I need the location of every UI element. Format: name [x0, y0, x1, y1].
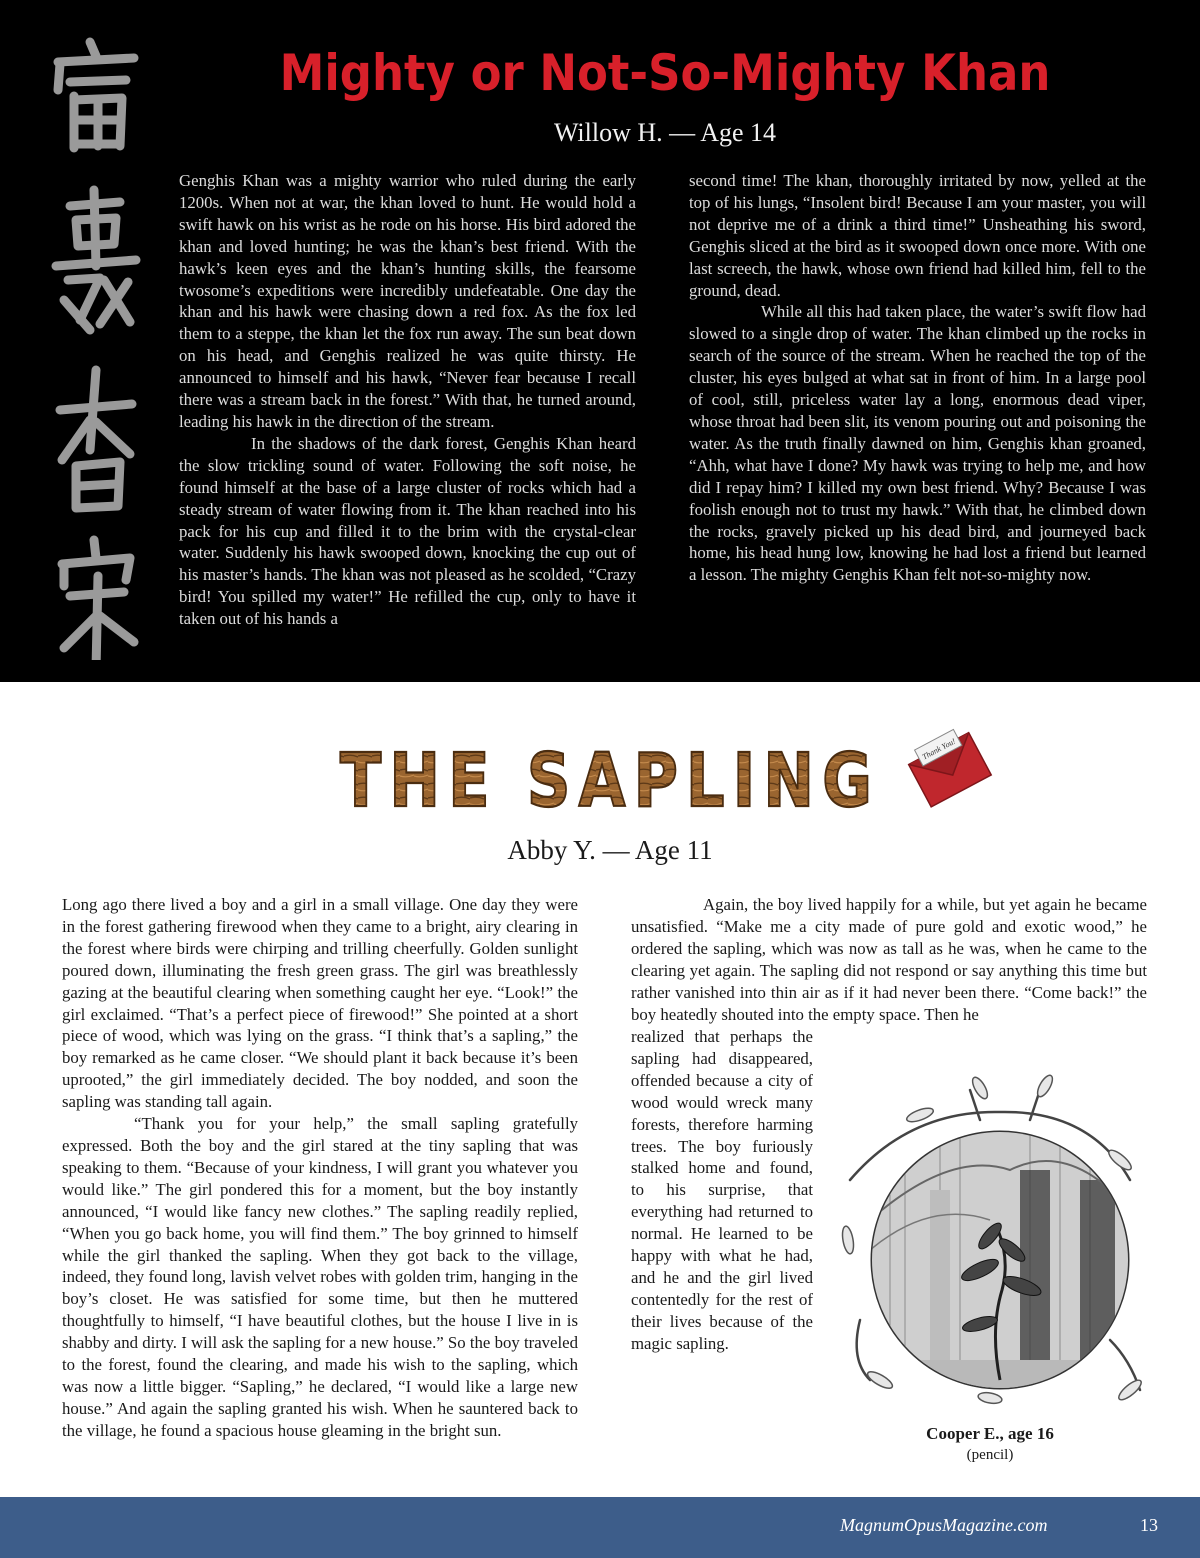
story2-title — [330, 738, 890, 818]
story1-paragraph: In the shadows of the dark forest, Genghis Khan heard the slow trickling sound of water. Following the soft noise, he found himself at the base of a large cluster of rocks which had a steady stream of water flowing from it. The khan reached into his pack for his cup and filled it to the brim with the crystal-clear water. Suddenly his hawk swooped down, knocking the cup out of his master’s hands. The khan was not pleased as he scolded, “Crazy bird! You spilled my water!” He refilled the cup, only to have it taken out of his hands a — [179, 433, 636, 629]
story2-paragraph: realized that perhaps the sapling had disappeared, offended because a city of wood would wreck many forests, therefore harming trees. The boy furiously stalked home and found, to his surprise, that everything had returned to normal. He learned to be happy with what he had, and he and the girl lived contentedly for the rest of their lives because of the magic sapling. — [631, 1027, 813, 1353]
calligraphy-decoration — [40, 30, 150, 660]
illustration-artist: Cooper E., age 16 — [926, 1424, 1054, 1443]
story2-paragraph: “Thank you for your help,” the small sapling gratefully expressed. Both the boy and the girl stared at the tiny sapling that was speaking to them. “Because of your kindness, I will grant you whatever you would like.” The girl pondered this for a moment, but the boy instantly announced, “I would like fancy new clothes.” The sapling readily replied, “When you go back home, you will find them.” The boy grinned to himself while the girl thanked the sapling. When they got back to the village, indeed, they found long, lavish velvet robes with golden trim, hanging in the boy’s closet. He was satisfied for some time, but then he muttered thoughtfully to himself, “I have beautiful clothes, but the house I live in is shabby and dirty. I will ask the sapling for a new house.” So the boy traveled to the forest, found the clearing, and made his wish to the sapling, which was now a little bigger. “Sapling,” he declared, “I would like a large new house.” And again the sapling granted his wish. When he sauntered back to the village, he found a spacious house gleaming in the bright sun. — [62, 1114, 578, 1440]
story2-paragraph: Long ago there lived a boy and a girl in a small village. One day they were in the forest gathering firewood when they came to a bright, airy clearing in the forest where birds were chirping and trilling cheerfully. Golden sunlight poured down, illuminating the fresh green grass. The girl was breathlessly gazing at the beautiful clearing when something caught her eye. “Look!” the girl exclaimed. “That’s a perfect piece of firewood!” She pointed at a short piece of wood, which was lying on the grass. “I think that’s a sapling,” the boy remarked as he came closer. “We should plant it back because it’s been uprooted,” the girl immediately decided. The boy nodded, and soon the sapling was standing tall again. — [62, 895, 578, 1112]
envelope-text: Thank You! — [920, 736, 958, 762]
story2-byline: Abby Y. — Age 11 — [507, 835, 713, 865]
story1-paragraph: While all this had taken place, the water’s swift flow had slowed to a single drop of water. The khan climbed up the rocks in search of the source of the stream. When he reached the top of the cluster, his eyes bulged at what sat in front of him. In a large pool of cool, still, priceless water lay a long, enormous dead viper, whose throat had been slit, its venom pouring out and poisoning the water. As the truth finally dawned on him, Genghis khan groaned, “Ahh, what have I done? My hawk was trying to help me, and how did I repay him? I killed my own best friend. Why? Because I was foolish enough not to trust my hawk.” With that, he climbed down the rocks, gravely picked up his dead bird, and journeyed back home, his head hung low, knowing he had lost a friend but learned a lesson. The mighty Genghis Khan felt not-so-mighty now. — [689, 302, 1146, 585]
story1-section — [0, 0, 1200, 682]
story2-column-right-wrap — [631, 1026, 813, 1376]
story1-column-left — [179, 170, 636, 656]
story1-paragraph: second time! The khan, thoroughly irritated by now, yelled at the top of his lungs, “Insolent bird! Because I am your master, you will not deprive me of a drink a third time!” Unsheathing his sword, Genghis sliced at the bird as it swooped down once more. With one last screech, the hawk, whose own friend had killed him, fell to the ground, dead. — [689, 171, 1146, 300]
story2-column-right — [631, 894, 1147, 1028]
story2-column-left — [62, 894, 578, 1464]
story1-byline: Willow H. — Age 14 — [553, 118, 777, 147]
story1-paragraph: Genghis Khan was a mighty warrior who ruled during the early 1200s. When not at war, the khan loved to hunt. He would hold a swift hawk on his wrist as he rode on his horse. His bird adored the khan and loved hunting; he was the khan’s best friend. With the hawk’s keen eyes and the khan’s hunting skills, the fearsome twosome’s expeditions were incredibly undefeatable. One day the khan and his hawk were chasing down a red fox. As the fox led them to a steppe, the khan let the fox run away. The sun beat down on his head, and Genghis realized he was quite thirsty. He announced to himself and his hawk, “Never fear because I recall there was a stream back in the forest.” With that, he turned around, leading his hawk in the direction of the stream. — [179, 171, 636, 431]
illustration-medium: (pencil) — [966, 1447, 1014, 1463]
sapling-pencil-illustration — [830, 1060, 1150, 1410]
story1-column-right — [689, 170, 1146, 640]
story1-title: Mighty or Not-So-Mighty Khan — [279, 44, 1051, 102]
story2-title-text: THE SAPLING — [340, 738, 880, 818]
footer-website-link[interactable]: MagnumOpusMagazine.com — [840, 1515, 1048, 1535]
thank-you-envelope-icon — [905, 728, 993, 808]
story2-paragraph: Again, the boy lived happily for a while, but yet again he became unsatisfied. “Make me a city made of pure gold and exotic wood,” he ordered the sapling, which was now as tall as he was, when he came to the clearing yet again. The sapling did not respond or say anything this time but rather vanished into thin air as if it had never been there. “Come back!” the boy heatedly shouted into the empty space. Then he — [631, 895, 1147, 1024]
page-number: 13 — [1140, 1515, 1158, 1535]
